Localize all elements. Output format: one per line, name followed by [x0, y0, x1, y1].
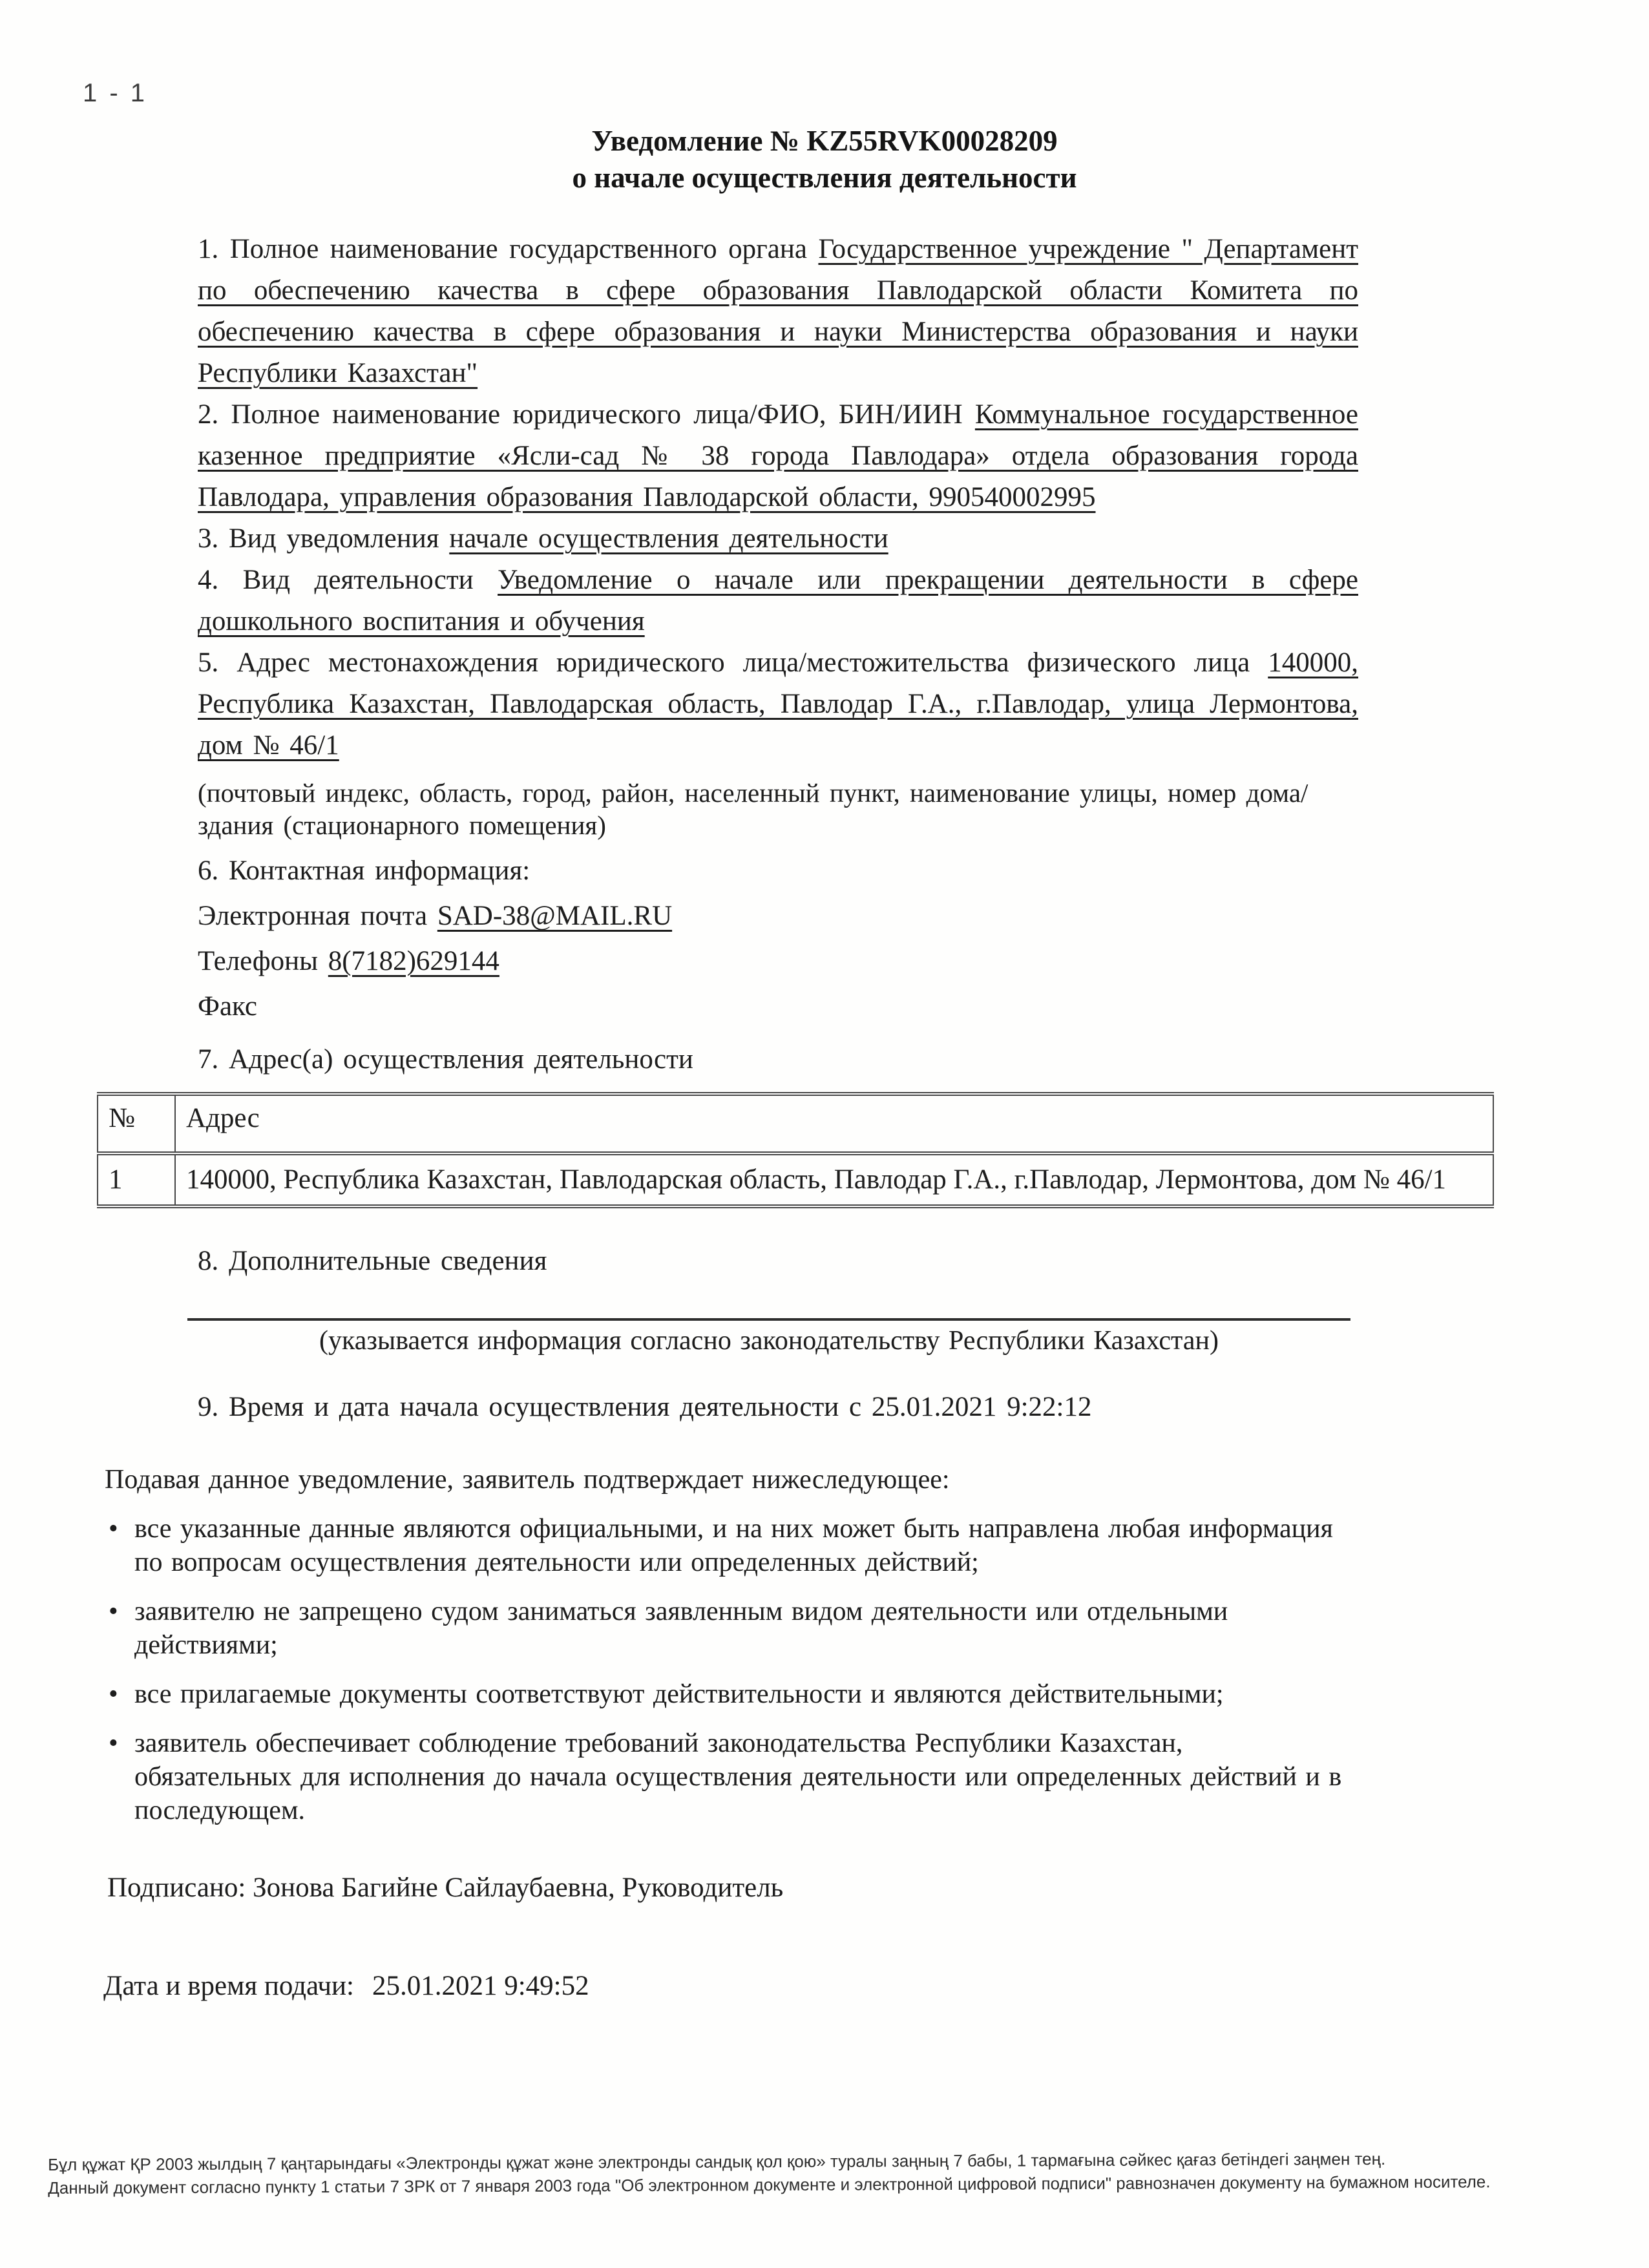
field-8-caption: (указывается информация согласно законодательству Республики Казахстан): [319, 1326, 1219, 1356]
additional-info-area: [187, 1318, 1350, 1361]
document-title-line2: о начале осуществления деятельности: [572, 162, 1077, 194]
document-title: [0, 0, 1649, 196]
field-3-label: 3. Вид уведомления: [198, 523, 450, 554]
submission-datetime-label: Дата и время подачи:: [103, 1971, 354, 2001]
declaration-bullet-2: • заявителю не запрещено судом заниматься заявленным видом деятельности или отдельными действиями;: [105, 1595, 1345, 1662]
activity-address-table: [97, 1092, 1494, 1208]
address-row-value: 140000, Республика Казахстан, Павлодарская область, Павлодар Г.А., г.Павлодар, Лермонтова, дом № 46/1: [175, 1153, 1493, 1206]
field-4-activity-type: [198, 560, 1358, 642]
declaration-bullet-3: • все прилагаемые документы соответствуют действительности и являются действительными;: [105, 1677, 1345, 1711]
legal-footer: [48, 2146, 1612, 2200]
legal-footer-kazakh: Бұл құжат ҚР 2003 жылдың 7 қаңтарындағы «Электронды құжат және электронды сандық қол қою» туралы заңның 7 бабы, 1 тармағына сәйкес қағаз бетіндегі заңмен тең.: [48, 2148, 1386, 2174]
field-9-start-datetime: 9. Время и дата начала осуществления деятельности с 25.01.2021 9:22:12: [198, 1392, 1092, 1422]
email-label: Электронная почта: [198, 901, 437, 931]
declaration-bullet-1: • все указанные данные являются официальными, и на них может быть направлена любая информация по вопросам осуществления деятельности или определенных действий;: [105, 1512, 1345, 1579]
field-4-label: 4. Вид деятельности: [198, 565, 498, 595]
contact-email-line: [198, 896, 1358, 937]
field-1-label: 1. Полное наименование государственного органа: [198, 234, 819, 264]
declaration-bullet-4: • заявитель обеспечивает соблюдение требований законодательства Республики Казахстан, обязательных для исполнения до начала осуществления деятельности или определенных действий и в последующем.: [105, 1727, 1345, 1827]
contact-phone-line: [198, 941, 1358, 982]
address-row-num: 1: [98, 1153, 175, 1206]
legal-footer-russian: Данный документ согласно пункту 1 статьи 7 ЗРК от 7 января 2003 года "Об электронном документе и электронной цифровой подписи" равнозначен документу на бумажном носителе.: [48, 2172, 1491, 2198]
contact-fax-line: Факс: [198, 991, 257, 1022]
field-7-heading: 7. Адрес(а) осуществления деятельности: [198, 1044, 693, 1075]
document-body: [198, 229, 1358, 1080]
submission-datetime-line: [103, 1968, 1371, 2004]
email-value: SAD-38@MAIL.RU: [437, 901, 673, 931]
field-2-value: Коммунальное государственное казенное предприятие «Ясли-сад № 38 города Павлодара» отдела образования города Павлодара, управления образования Павлодарской области, 990540002995: [198, 399, 1358, 512]
page-number-marker: 1 - 1: [83, 79, 148, 107]
address-table-header-row: [98, 1094, 1493, 1153]
address-table-header-num: №: [98, 1094, 175, 1153]
signed-by-line: Подписано: Зонова Багийне Сайлаубаевна, Руководитель: [107, 1873, 784, 1903]
activity-address-table-wrap: [97, 1092, 1494, 1208]
field-6-contact-heading: 6. Контактная информация:: [198, 856, 530, 886]
declaration-intro: Подавая данное уведомление, заявитель подтверждает нижеследующее:: [105, 1465, 950, 1495]
field-5-value: 140000, Республика Казахстан, Павлодарская область, Павлодар Г.А., г.Павлодар, улица Лермонтова, дом № 46/1: [198, 647, 1358, 761]
field-1-gov-body: [198, 229, 1358, 394]
field-5-note: (почтовый индекс, область, город, район, населенный пункт, наименование улицы, номер дома/здания (стационарного помещения): [198, 778, 1308, 840]
field-1-value: Государственное учреждение " Департамент по обеспечению качества в сфере образования Павлодарской области Комитета по обеспечению качества в сфере образования и науки Министерства образования и науки Республики Казахстан": [198, 234, 1359, 388]
document-title-line1: Уведомление № KZ55RVK00028209: [591, 125, 1058, 157]
submission-datetime-value: 25.01.2021 9:49:52: [372, 1971, 589, 2001]
declaration-section: [105, 1463, 1345, 1827]
field-3-value: начале осуществления деятельности: [449, 523, 888, 554]
field-3-notification-type: [198, 518, 1358, 560]
field-5-label: 5. Адрес местонахождения юридического лица/местожительства физического лица: [198, 647, 1268, 678]
field-5-location-address: [198, 642, 1358, 766]
field-4-value: Уведомление о начале или прекращении деятельности в сфере дошкольного воспитания и обучения: [198, 565, 1358, 636]
table-row: [98, 1153, 1493, 1206]
field-2-label: 2. Полное наименование юридического лица/ФИО, БИН/ИИН: [198, 399, 975, 430]
document-body-lower: [198, 1241, 1358, 1428]
phone-value: 8(7182)629144: [328, 946, 499, 976]
field-8-heading: 8. Дополнительные сведения: [198, 1246, 547, 1276]
field-2-legal-entity: [198, 394, 1358, 518]
phone-label: Телефоны: [198, 946, 328, 976]
address-table-header-address: Адрес: [175, 1094, 1493, 1153]
